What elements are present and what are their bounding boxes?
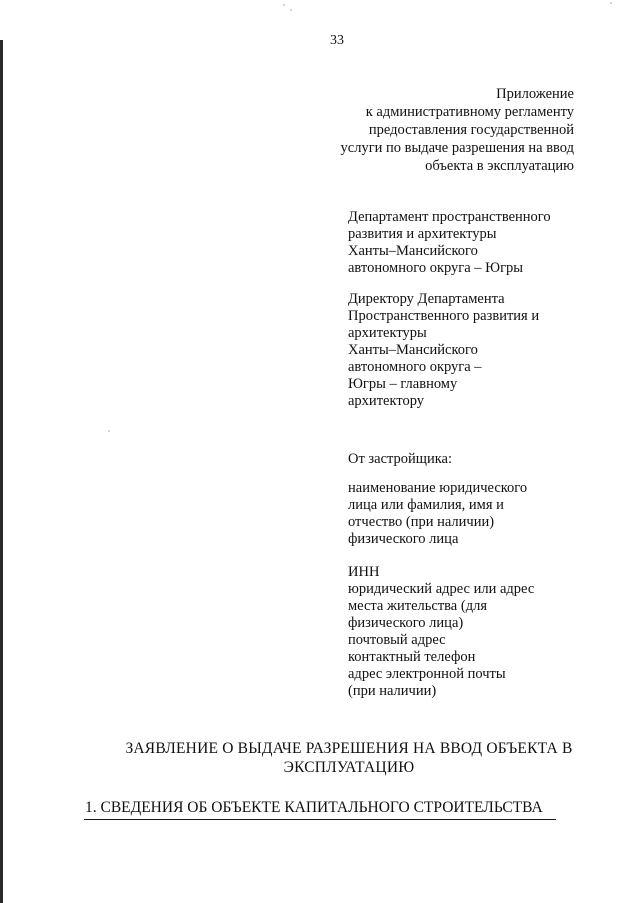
contact-line: контактный телефон [348,649,476,665]
appendix-line: услуги по выдаче разрешения на ввод [340,140,574,156]
contact-line: (при наличии) [348,683,437,699]
department-line: Департамент пространственного [348,209,551,225]
scan-speck [108,430,110,432]
section-underline [84,819,556,820]
appendix-line: к административному регламенту [365,104,574,120]
director-line: Югры – главному [348,376,458,392]
contact-line: ИНН [348,564,380,580]
department-block [348,209,588,277]
statement-title-line: ЗАЯВЛЕНИЕ О ВЫДАЧЕ РАЗРЕШЕНИЯ НА ВВОД ОБЪЕКТА В [125,740,573,757]
from-label: От застройщика: [348,451,453,467]
appendix-line: предоставления государственной [368,122,574,138]
scan-speck [610,2,612,4]
director-line: автономного округа – [348,359,482,375]
director-addressee-block [348,291,588,410]
director-line: Ханты–Мансийского [348,342,478,358]
scan-speck [283,4,285,6]
applicant-name-line: отчество (при наличии) [348,514,495,530]
appendix-line: Приложение [496,86,574,102]
contact-line: места жительства (для [348,598,487,614]
director-line: Директору Департамента [348,291,505,307]
statement-title-line: ЭКСПЛУАТАЦИЮ [283,759,415,776]
contact-line: почтовый адрес [348,632,446,648]
department-line: автономного округа – Югры [348,260,524,276]
applicant-contacts-block [348,564,588,700]
applicant-name-block [348,480,588,548]
contact-line: юридический адрес или адрес [348,581,535,597]
applicant-name-line: наименование юридического [348,480,528,496]
appendix-line: объекта в эксплуатацию [425,158,574,174]
page-number: 33 [330,33,344,48]
scan-speck [290,9,292,11]
department-line: развития и архитектуры [348,226,497,242]
department-line: Ханты–Мансийского [348,243,478,259]
section-heading: 1. СВЕДЕНИЯ ОБ ОБЪЕКТЕ КАПИТАЛЬНОГО СТРОИТЕЛЬСТВА [85,799,543,816]
scan-edge [0,40,3,903]
director-line: архитектуры [348,325,427,341]
director-line: Пространственного развития и [348,308,540,324]
contact-line: адрес электронной почты [348,666,506,682]
appendix-header [274,85,574,175]
statement-title [100,739,598,777]
contact-line: физического лица) [348,615,464,631]
applicant-name-line: физического лица [348,531,459,547]
director-line: архитектору [348,393,425,409]
applicant-name-line: лица или фамилия, имя и [348,497,504,513]
